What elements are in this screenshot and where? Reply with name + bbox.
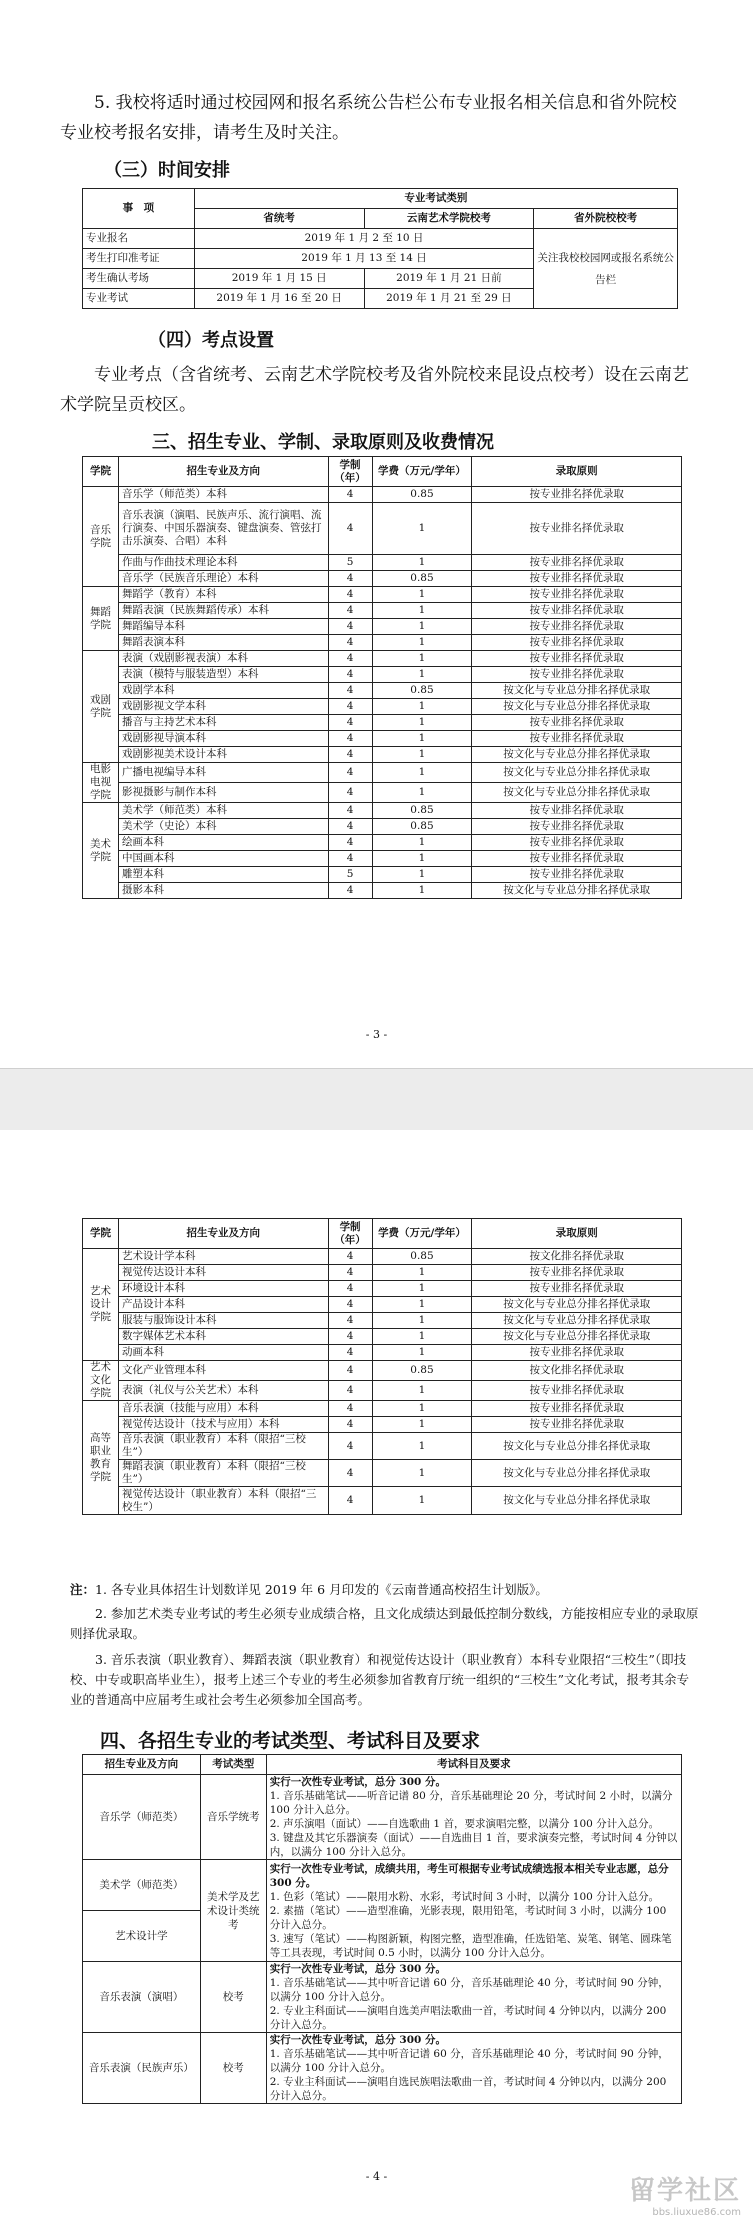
notes-label: 注：	[70, 1582, 96, 1597]
principle-cell: 按文化与专业总分排名择优录取	[472, 1487, 682, 1515]
venue-heading: （四）考点设置	[148, 330, 274, 351]
years-cell: 4	[328, 1265, 372, 1281]
major-cell: 艺术设计学本科	[118, 1249, 328, 1265]
years-cell: 4	[328, 731, 372, 747]
table-row	[83, 731, 682, 747]
years-cell: 4	[328, 1460, 372, 1487]
principle-cell: 按专业排名择优录取	[472, 555, 682, 571]
fee-cell: 1	[372, 1401, 472, 1417]
major-cell: 音乐表演（演唱、民族声乐、流行演唱、流行演奏、中国乐器演奏、键盘演奏、管弦打击乐演奏、合唱）本科	[118, 503, 328, 555]
schedule-row-item: 专业考试	[83, 289, 195, 309]
major-cell: 戏剧学本科	[118, 683, 328, 699]
exam-subject-line: 2. 声乐演唱（面试）——自选歌曲 1 首，要求演唱完整，以满分 100 分计入总分。	[269, 1818, 660, 1830]
major-cell: 戏剧影视导演本科	[118, 731, 328, 747]
major-cell: 影视摄影与制作本科	[118, 783, 328, 803]
fee-cell: 0.85	[372, 1361, 472, 1381]
years-cell: 4	[328, 503, 372, 555]
major-cell: 视觉传达设计（职业教育）本科（限招“三校生”）	[118, 1487, 328, 1515]
fee-cell: 1	[372, 783, 472, 803]
fee-cell: 1	[372, 635, 472, 651]
principle-cell: 按文化与专业总分排名择优录取	[472, 683, 682, 699]
principle-cell: 按文化与专业总分排名择优录取	[472, 1297, 682, 1313]
col-principle: 录取原则	[472, 1219, 682, 1249]
years-cell: 4	[328, 683, 372, 699]
principle-cell: 按专业排名择优录取	[472, 487, 682, 503]
major-cell: 摄影本科	[118, 883, 328, 899]
page-3	[0, 0, 753, 1068]
fee-cell: 1	[372, 851, 472, 867]
principle-cell: 按文化与专业总分排名择优录取	[472, 1460, 682, 1487]
table-row	[83, 1297, 682, 1313]
principle-cell: 按专业排名择优录取	[472, 1417, 682, 1433]
fee-cell: 1	[372, 503, 472, 555]
table-row	[83, 1460, 682, 1487]
years-cell: 4	[328, 635, 372, 651]
principle-cell: 按专业排名择优录取	[472, 1345, 682, 1361]
col-years: 学制（年）	[328, 1219, 372, 1249]
page-gap	[0, 1068, 753, 1132]
fee-cell: 1	[372, 555, 472, 571]
principle-cell: 按专业排名择优录取	[472, 571, 682, 587]
school-cell: 高等职业教育学院	[83, 1401, 119, 1515]
note-2: 2. 参加艺术类专业考试的考生必须专业成绩合格，且文化成绩达到最低控制分数线，方能按相应专业的录取原则择优录取。	[70, 1606, 699, 1641]
fee-cell: 1	[372, 603, 472, 619]
exam-major-cell: 音乐学（师范类）	[83, 1775, 201, 1860]
table-row	[83, 1281, 682, 1297]
fee-cell: 1	[372, 715, 472, 731]
major-cell: 数字媒体艺术本科	[118, 1329, 328, 1345]
principle-cell: 按专业排名择优录取	[472, 503, 682, 555]
section-4-heading: 四、各招生专业的考试类型、考试科目及要求	[100, 1730, 481, 1752]
years-cell: 4	[328, 1361, 372, 1381]
years-cell: 4	[328, 619, 372, 635]
years-cell: 4	[328, 715, 372, 731]
years-cell: 5	[328, 555, 372, 571]
page-number: - 4 -	[365, 2170, 388, 2183]
fee-cell: 1	[372, 651, 472, 667]
col-fee: 学费（万元/学年）	[372, 457, 472, 487]
exam-col-subjects: 考试科目及要求	[266, 1755, 681, 1775]
table-row	[83, 619, 682, 635]
years-cell: 4	[328, 1281, 372, 1297]
years-cell: 4	[328, 651, 372, 667]
table-row	[83, 1860, 682, 1962]
schedule-row-date: 2019 年 1 月 13 至 14 日	[194, 249, 533, 269]
years-cell: 4	[328, 1297, 372, 1313]
school-cell: 艺术文化学院	[83, 1361, 119, 1401]
principle-cell: 按文化与专业总分排名择优录取	[472, 1313, 682, 1329]
exam-type-cell: 美术学及艺术设计类统考	[200, 1860, 266, 1962]
note-1	[70, 1580, 700, 1600]
exam-subject-line: 实行一次性专业考试，总分 300 分。	[269, 2034, 446, 2046]
principle-cell: 按专业排名择优录取	[472, 867, 682, 883]
exam-subject-line: 2. 专业主科面试——演唱自选美声唱法歌曲一首，考试时间 4 分钟以内，以满分 200 分计入总分。	[269, 2005, 667, 2031]
exam-subject-line: 1. 音乐基础笔试——其中听音记谱 60 分，音乐基础理论 40 分，考试时间 90 分钟，以满分 100 分计入总分。	[269, 2048, 669, 2074]
table-row	[83, 1345, 682, 1361]
major-cell: 绘画本科	[118, 835, 328, 851]
fee-cell: 1	[372, 867, 472, 883]
exam-subject-line: 1. 色彩（笔试）——限用水粉、水彩，考试时间 3 小时，以满分 100 分计入总分。	[269, 1890, 660, 1903]
table-row	[83, 1775, 682, 1860]
major-cell: 表演（礼仪与公关艺术）本科	[118, 1381, 328, 1401]
section-3-heading: 三、招生专业、学制、录取原则及收费情况	[152, 432, 494, 453]
schedule-row-date: 2019 年 1 月 21 至 29 日	[364, 289, 534, 309]
school-cell: 音乐学院	[83, 487, 119, 587]
table-row	[83, 603, 682, 619]
schedule-row-item: 考生打印准考证	[83, 249, 195, 269]
table-row	[83, 1487, 682, 1515]
major-cell: 中国画本科	[118, 851, 328, 867]
major-cell: 音乐表演（职业教育）本科（限招“三校生”）	[118, 1433, 328, 1460]
fee-cell: 1	[372, 699, 472, 715]
fee-cell: 1	[372, 747, 472, 763]
table-row	[83, 667, 682, 683]
principle-cell: 按专业排名择优录取	[472, 603, 682, 619]
fee-cell: 1	[372, 883, 472, 899]
table-row	[83, 1962, 682, 2033]
major-cell: 雕塑本科	[118, 867, 328, 883]
major-cell: 视觉传达设计（技术与应用）本科	[118, 1417, 328, 1433]
exam-subjects-cell	[266, 1775, 681, 1860]
schedule-row-item: 专业报名	[83, 229, 195, 249]
exam-type-cell: 校考	[200, 2033, 266, 2104]
schedule-outside-note: 关注我校校园网或报名系统公告栏	[534, 229, 678, 309]
major-cell: 舞蹈学（教育）本科	[118, 587, 328, 603]
schedule-col-item: 事 项	[83, 189, 195, 229]
principle-cell: 按文化与专业总分排名择优录取	[472, 747, 682, 763]
exam-subject-line: 1. 音乐基础笔试——听音记谱 80 分，音乐基础理论 20 分，考试时间 2 小时，以满分 100 分计入总分。	[269, 1790, 673, 1816]
table-row	[83, 1329, 682, 1345]
fee-cell: 1	[372, 1433, 472, 1460]
years-cell: 4	[328, 819, 372, 835]
watermark-url: bbs.liuxue86.com	[652, 2207, 741, 2218]
exam-subject-line: 3. 速写（笔试）——构图新颖，构图完整，造型准确，任选铅笔、炭笔、钢笔、圆珠笔等工具表现，考试时间 0.5 小时，以满分 100 分计入总分。	[269, 1932, 672, 1959]
major-cell: 音乐表演（技能与应用）本科	[118, 1401, 328, 1417]
exam-major-cell: 音乐表演（演唱）	[83, 1962, 201, 2033]
schedule-heading: （三）时间安排	[104, 160, 230, 181]
note-3: 3. 音乐表演（职业教育）、舞蹈表演（职业教育）和视觉传达设计（职业教育）本科专业限招“三校生”（即技校、中专或职高毕业生），报考上述三个专业的考生必须参加省教育厅统一组织的“三校生”文化考试，报考其余专业的普通高中应届考生或社会考生必须参加全国高考。	[70, 1652, 690, 1707]
table-row	[83, 571, 682, 587]
table-row	[83, 1401, 682, 1417]
principle-cell: 按专业排名择优录取	[472, 651, 682, 667]
exam-subject-line: 实行一次性专业考试，总分 300 分。	[269, 1963, 446, 1975]
paragraph-5: 5. 我校将适时通过校园网和报名系统公告栏公布专业报名相关信息和省外院校专业校考报名安排，请考生及时关注。	[60, 93, 677, 143]
exam-subject-line: 1. 音乐基础笔试——其中听音记谱 60 分，音乐基础理论 40 分，考试时间 90 分钟，以满分 100 分计入总分。	[269, 1977, 669, 2003]
schedule-row-date: 2019 年 1 月 2 至 10 日	[194, 229, 533, 249]
principle-cell: 按专业排名择优录取	[472, 851, 682, 867]
major-cell: 音乐学（民族音乐理论）本科	[118, 571, 328, 587]
major-cell: 产品设计本科	[118, 1297, 328, 1313]
exam-type-cell: 音乐学统考	[200, 1775, 266, 1860]
table-row	[83, 635, 682, 651]
exam-col-major: 招生专业及方向	[83, 1755, 201, 1775]
fee-cell: 0.85	[372, 819, 472, 835]
table-row	[83, 699, 682, 715]
table-row	[83, 835, 682, 851]
years-cell: 4	[328, 699, 372, 715]
major-cell: 舞蹈表演（民族舞蹈传承）本科	[118, 603, 328, 619]
years-cell: 4	[328, 835, 372, 851]
years-cell: 4	[328, 883, 372, 899]
major-cell: 戏剧影视美术设计本科	[118, 747, 328, 763]
fee-cell: 1	[372, 619, 472, 635]
fee-cell: 1	[372, 1460, 472, 1487]
col-school: 学院	[83, 457, 119, 487]
principle-cell: 按文化与专业总分排名择优录取	[472, 783, 682, 803]
fee-cell: 1	[372, 1345, 472, 1361]
exam-subject-line: 实行一次性专业考试，总分 300 分。	[269, 1776, 446, 1788]
table-row	[83, 883, 682, 899]
school-cell: 舞蹈学院	[83, 587, 119, 651]
fee-cell: 0.85	[372, 571, 472, 587]
table-row	[83, 587, 682, 603]
years-cell: 4	[328, 1345, 372, 1361]
major-cell: 表演（模特与服装造型）本科	[118, 667, 328, 683]
schedule-table	[82, 188, 678, 309]
fee-cell: 1	[372, 1329, 472, 1345]
major-cell: 舞蹈表演（职业教育）本科（限招“三校生”）	[118, 1460, 328, 1487]
fee-cell: 1	[372, 1281, 472, 1297]
watermark	[629, 2170, 741, 2218]
exam-major-cell: 音乐表演（民族声乐）	[83, 2033, 201, 2104]
major-cell: 动画本科	[118, 1345, 328, 1361]
schedule-row-item: 考生确认考场	[83, 269, 195, 289]
major-cell: 视觉传达设计本科	[118, 1265, 328, 1281]
table-row	[83, 715, 682, 731]
years-cell: 4	[328, 487, 372, 503]
school-cell: 艺术设计学院	[83, 1249, 119, 1361]
venue-text: 专业考点（含省统考、云南艺术学院校考及省外院校来昆设点校考）设在云南艺术学院呈贡校区。	[60, 365, 689, 415]
major-cell: 文化产业管理本科	[118, 1361, 328, 1381]
fee-cell: 0.85	[372, 487, 472, 503]
years-cell: 4	[328, 1329, 372, 1345]
major-cell: 戏剧影视文学本科	[118, 699, 328, 715]
table-row	[83, 867, 682, 883]
years-cell: 4	[328, 763, 372, 783]
exam-table	[82, 1754, 682, 2104]
table-row	[83, 555, 682, 571]
watermark-logo: 留学社区	[628, 2176, 741, 2206]
page-4	[0, 1130, 753, 2226]
years-cell: 4	[328, 851, 372, 867]
table-row	[83, 487, 682, 503]
exam-major: 美术学（师范类）	[83, 1860, 200, 1911]
exam-subject-line: 2. 专业主科面试——演唱自选民族唱法歌曲一首，考试时间 4 分钟以内，以满分 200 分计入总分。	[269, 2076, 667, 2102]
table-row	[83, 1417, 682, 1433]
principle-cell: 按专业排名择优录取	[472, 835, 682, 851]
major-cell: 表演（戏剧影视表演）本科	[118, 651, 328, 667]
years-cell: 4	[328, 667, 372, 683]
principle-cell: 按专业排名择优录取	[472, 635, 682, 651]
table-row	[83, 1249, 682, 1265]
years-cell: 4	[328, 571, 372, 587]
note-1-text: 1. 各专业具体招生计划数详见 2019 年 6 月印发的《云南普通高校招生计划版》。	[95, 1582, 548, 1597]
table-row	[83, 803, 682, 819]
principle-cell: 按专业排名择优录取	[472, 1281, 682, 1297]
years-cell: 4	[328, 1249, 372, 1265]
fee-cell: 1	[372, 587, 472, 603]
exam-subjects-cell	[266, 1860, 681, 1962]
major-cell: 环境设计本科	[118, 1281, 328, 1297]
principle-cell: 按专业排名择优录取	[472, 803, 682, 819]
exam-subjects-cell	[266, 1962, 681, 2033]
principle-cell: 按文化与专业总分排名择优录取	[472, 699, 682, 715]
table-row	[83, 2033, 682, 2104]
years-cell: 4	[328, 1417, 372, 1433]
table-row	[83, 819, 682, 835]
major-cell: 舞蹈编导本科	[118, 619, 328, 635]
col-years: 学制（年）	[328, 457, 372, 487]
table-row	[83, 1313, 682, 1329]
fee-cell: 1	[372, 1381, 472, 1401]
fee-cell: 1	[372, 1487, 472, 1515]
years-cell: 4	[328, 603, 372, 619]
principle-cell: 按专业排名择优录取	[472, 715, 682, 731]
principle-cell: 按专业排名择优录取	[472, 819, 682, 835]
fee-cell: 0.85	[372, 803, 472, 819]
years-cell: 4	[328, 1401, 372, 1417]
fee-cell: 0.85	[372, 1249, 472, 1265]
schedule-row-date: 2019 年 1 月 21 日前	[364, 269, 534, 289]
fee-cell: 1	[372, 1313, 472, 1329]
years-cell: 5	[328, 867, 372, 883]
col-principle: 录取原则	[472, 457, 682, 487]
fee-cell: 1	[372, 731, 472, 747]
principle-cell: 按文化与专业总分排名择优录取	[472, 763, 682, 783]
years-cell: 4	[328, 783, 372, 803]
principle-cell: 按专业排名择优录取	[472, 667, 682, 683]
table-row	[83, 851, 682, 867]
schedule-col-category: 专业考试类别	[194, 189, 677, 209]
principle-cell: 按专业排名择优录取	[472, 731, 682, 747]
col-major: 招生专业及方向	[118, 457, 328, 487]
major-cell: 播音与主持艺术本科	[118, 715, 328, 731]
table-row	[83, 651, 682, 667]
table-row	[83, 763, 682, 783]
page-number: - 3 -	[365, 1028, 388, 1041]
fee-cell: 0.85	[372, 683, 472, 699]
years-cell: 4	[328, 1313, 372, 1329]
table-row	[83, 503, 682, 555]
principle-cell: 按专业排名择优录取	[472, 587, 682, 603]
fee-cell: 1	[372, 1265, 472, 1281]
table-row	[83, 1265, 682, 1281]
exam-col-type: 考试类型	[200, 1755, 266, 1775]
fee-cell: 1	[372, 835, 472, 851]
table-row	[83, 747, 682, 763]
exam-major: 艺术设计学	[115, 1930, 168, 1942]
principle-cell: 按专业排名择优录取	[472, 1381, 682, 1401]
major-cell: 服装与服饰设计本科	[118, 1313, 328, 1329]
major-cell: 美术学（师范类）本科	[118, 803, 328, 819]
exam-major-cell	[83, 1860, 201, 1962]
schedule-col-provincial: 省统考	[194, 209, 364, 229]
schedule-row-date: 2019 年 1 月 16 至 20 日	[194, 289, 364, 309]
fee-cell: 1	[372, 667, 472, 683]
school-cell: 电影电视学院	[83, 763, 119, 803]
major-cell: 广播电视编导本科	[118, 763, 328, 783]
exam-subjects-cell	[266, 2033, 681, 2104]
fee-cell: 1	[372, 763, 472, 783]
years-cell: 4	[328, 1487, 372, 1515]
table-row	[83, 1361, 682, 1381]
schedule-row-date: 2019 年 1 月 15 日	[194, 269, 364, 289]
schedule-col-outside: 省外院校校考	[534, 209, 678, 229]
majors-table-page4	[82, 1218, 682, 1515]
years-cell: 4	[328, 803, 372, 819]
years-cell: 4	[328, 1433, 372, 1460]
exam-subject-line: 2. 素描（笔试）——造型准确，光影表现，限用铅笔，考试时间 3 小时，以满分 100 分计入总分。	[269, 1904, 667, 1931]
schedule-col-yunnan: 云南艺术学院校考	[364, 209, 534, 229]
exam-type-cell: 校考	[200, 1962, 266, 2033]
principle-cell: 按文化与专业总分排名择优录取	[472, 883, 682, 899]
principle-cell: 按文化与专业总分排名择优录取	[472, 1329, 682, 1345]
principle-cell: 按专业排名择优录取	[472, 1401, 682, 1417]
years-cell: 4	[328, 1381, 372, 1401]
years-cell: 4	[328, 747, 372, 763]
col-major: 招生专业及方向	[118, 1219, 328, 1249]
fee-cell: 1	[372, 1297, 472, 1313]
col-fee: 学费（万元/学年）	[372, 1219, 472, 1249]
majors-table-page3	[82, 456, 682, 899]
principle-cell: 按文化排名择优录取	[472, 1249, 682, 1265]
major-cell: 作曲与作曲技术理论本科	[118, 555, 328, 571]
table-row	[83, 1433, 682, 1460]
table-row	[83, 1381, 682, 1401]
principle-cell: 按专业排名择优录取	[472, 1265, 682, 1281]
exam-subject-line: 实行一次性专业考试，成绩共用，考生可根据专业考试成绩选报本相关专业志愿，总分 300 分。	[269, 1862, 669, 1889]
principle-cell: 按文化与专业总分排名择优录取	[472, 1433, 682, 1460]
major-cell: 音乐学（师范类）本科	[118, 487, 328, 503]
principle-cell: 按文化排名择优录取	[472, 1361, 682, 1381]
fee-cell: 1	[372, 1417, 472, 1433]
major-cell: 舞蹈表演本科	[118, 635, 328, 651]
major-cell: 美术学（史论）本科	[118, 819, 328, 835]
table-row	[83, 683, 682, 699]
school-cell: 美术学院	[83, 803, 119, 899]
col-school: 学院	[83, 1219, 119, 1249]
principle-cell: 按专业排名择优录取	[472, 619, 682, 635]
exam-subject-line: 3. 键盘及其它乐器演奏（面试）——自选曲目 1 首，要求演奏完整，考试时间 4 分钟以内，以满分 100 分计入总分。	[269, 1832, 678, 1858]
school-cell: 戏剧学院	[83, 651, 119, 763]
table-row	[83, 783, 682, 803]
years-cell: 4	[328, 587, 372, 603]
